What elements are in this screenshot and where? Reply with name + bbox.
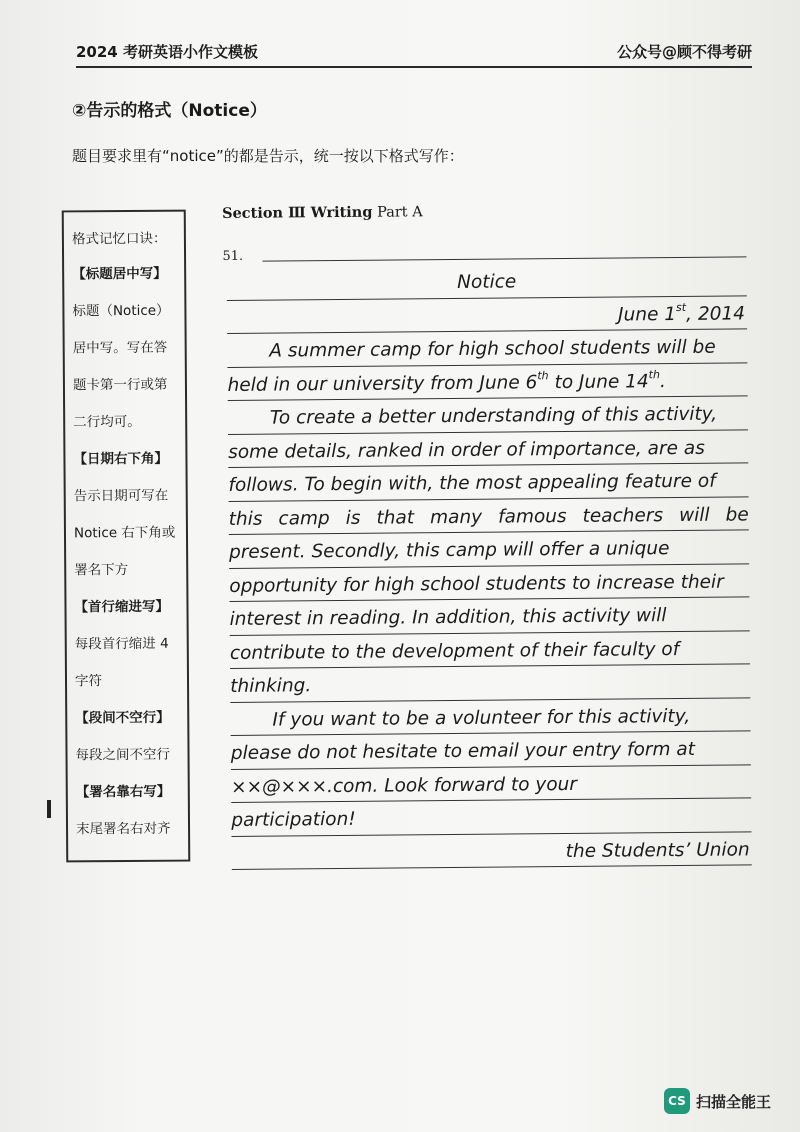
memo-box (62, 210, 191, 863)
paragraph-line: follows. To begin with, the most appealing feature of (228, 463, 748, 501)
paragraph-line (227, 363, 747, 401)
paragraph-line: To create a better understanding of this activity, (228, 396, 748, 434)
memo-text: 标题（Notice） (72, 302, 170, 320)
memo-heading: 【署名靠右写】 (75, 783, 171, 801)
section-title: ②告示的格式（Notice） (72, 101, 267, 121)
memo-text: 每段之间不空行 (75, 746, 171, 764)
header-account: 公众号@顾不得考研 (616, 43, 752, 61)
memo-text: 二行均可。 (73, 413, 141, 431)
p1-sup-a: th (537, 368, 549, 382)
paragraph-line: thinking. (230, 664, 750, 702)
header-title: 2024 考研英语小作文模板 (76, 43, 258, 61)
notice-date (227, 296, 747, 334)
paragraph-line: please do not hesitate to email your entry form at (231, 731, 751, 769)
paragraph-line: this camp is that many famous teachers will be (229, 497, 749, 535)
memo-text: 告示日期可写在 (73, 487, 169, 505)
memo-heading: 【日期右下角】 (73, 450, 169, 468)
handwriting-lines (227, 262, 752, 870)
memo-text: 居中写。写在答 (72, 339, 168, 357)
writing-heading-part: Part A (372, 204, 423, 221)
memo-text: 字符 (74, 673, 103, 690)
notice-title: Notice (227, 262, 747, 300)
paragraph-line: A summer camp for high school students will be (227, 329, 747, 367)
date-sup: st (675, 300, 687, 314)
writing-sheet (222, 200, 750, 862)
memo-text: 每段首行缩进 4 (74, 635, 169, 653)
memo-text: 署名下方 (74, 561, 129, 579)
question-number: 51. (222, 248, 244, 264)
p1-text-c: . (659, 370, 666, 392)
memo-text: 题卡第一行或第 (72, 376, 168, 394)
instruction-text: 题目要求里有“notice”的都是告示，统一按以下格式写作： (72, 147, 464, 165)
paragraph-line: contribute to the development of their faculty of (230, 631, 750, 669)
paragraph-line: present. Secondly, this camp will offer a unique (229, 530, 749, 568)
side-mark (47, 800, 51, 818)
paragraph-line: opportunity for high school students to increase their (229, 564, 749, 602)
p1-text-a: held in our university from June 6 (227, 371, 538, 396)
memo-heading: 【段间不空行】 (75, 709, 170, 727)
memo-lines (72, 256, 188, 849)
paragraph-line: ××@×××.com. Look forward to your (231, 765, 751, 803)
paragraph-line: some details, ranked in order of importance, are as (228, 430, 748, 468)
memo-heading: 【首行缩进写】 (74, 598, 170, 616)
date-main: June 1 (618, 303, 677, 326)
p1-sup-b: th (648, 367, 661, 381)
paragraph-line: If you want to be a volunteer for this activity, (230, 698, 750, 736)
camscanner-text: 扫描全能王 (696, 1093, 772, 1111)
p1-text-b: to June 14 (548, 370, 649, 393)
page-header (76, 36, 752, 68)
memo-text: 末尾署名右对齐 (75, 820, 171, 838)
memo-title: 格式记忆口诀： (71, 230, 167, 248)
writing-heading (222, 200, 746, 235)
memo-heading: 【标题居中写】 (72, 265, 167, 283)
date-year: , 2014 (686, 302, 746, 325)
memo-text: Notice 右下角或 (73, 524, 176, 542)
signature: the Students’ Union (232, 832, 752, 870)
paragraph-line: participation! (231, 798, 751, 836)
writing-heading-bold: Section Ⅲ Writing (222, 203, 373, 222)
camscanner-logo: CS (664, 1088, 690, 1114)
paragraph-line: interest in reading. In addition, this activity will (229, 597, 749, 635)
